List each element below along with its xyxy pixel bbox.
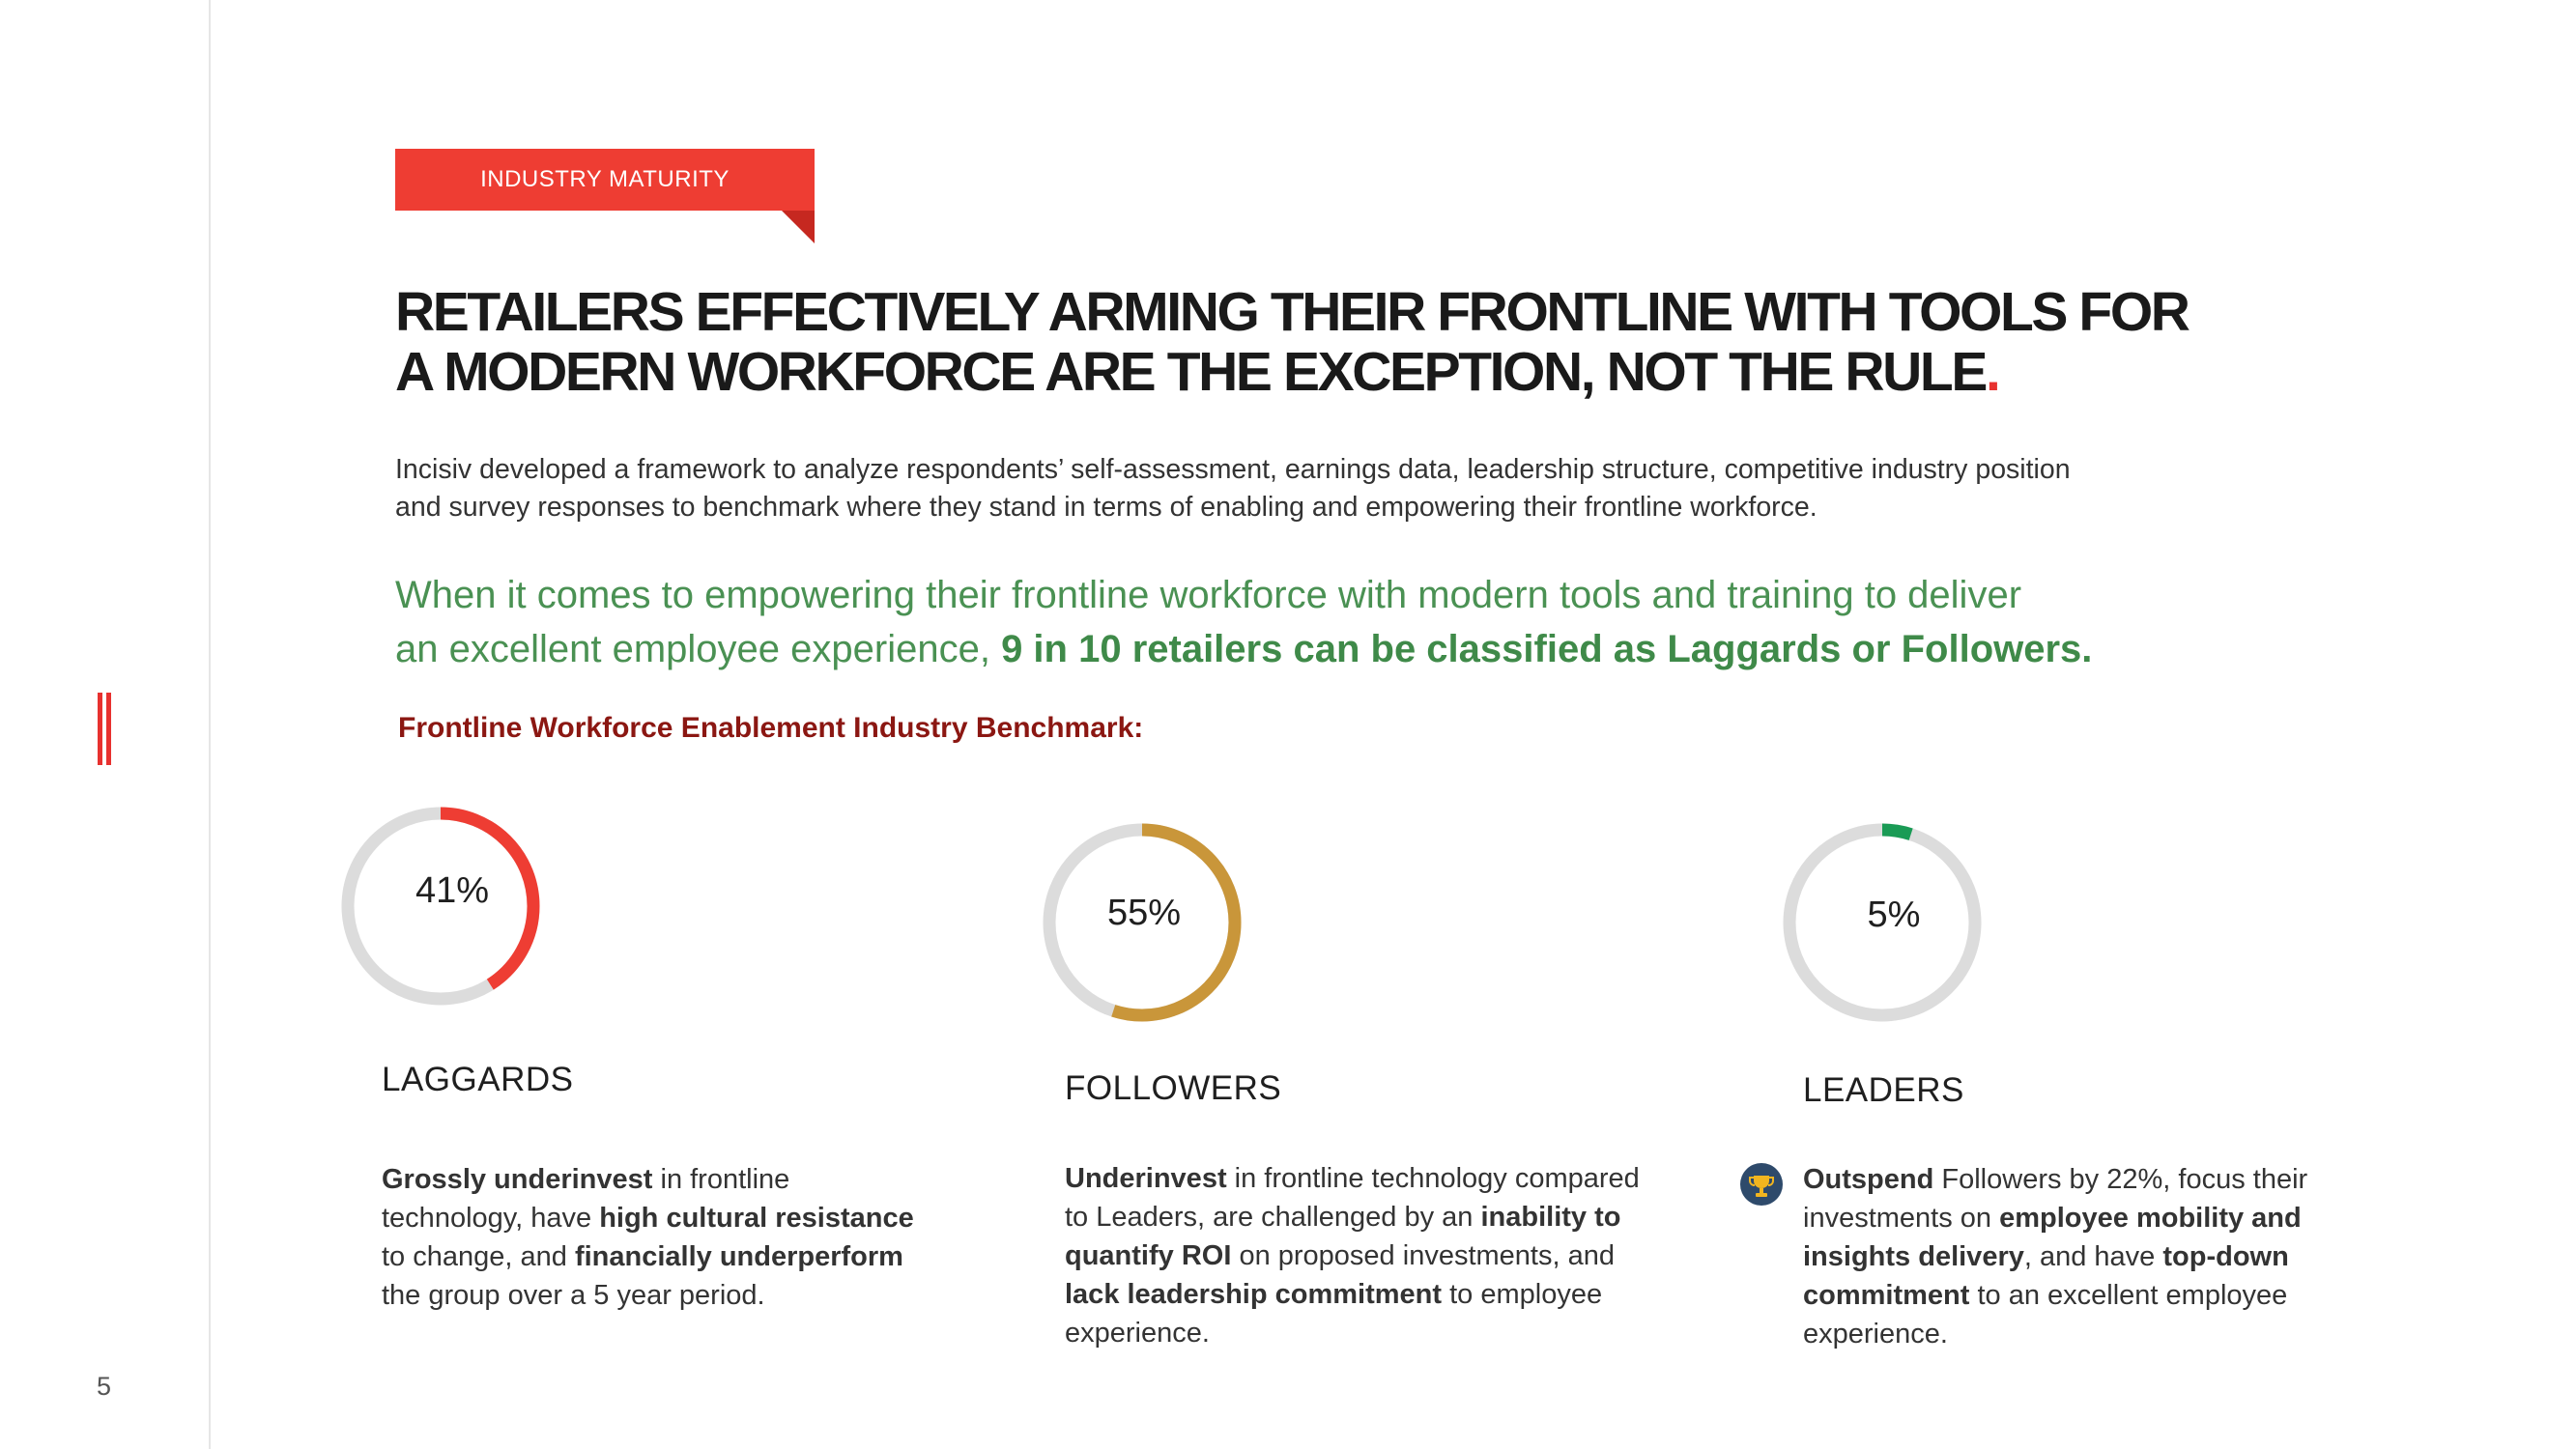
description-text: to change, and: [382, 1241, 575, 1272]
description-emphasis: top-down: [2162, 1241, 2289, 1272]
description-text: in frontline: [652, 1164, 790, 1195]
description-line: [382, 1237, 914, 1276]
page-title-line: [395, 342, 2328, 402]
description-text: experience.: [1803, 1319, 1948, 1350]
description-line: [382, 1160, 914, 1199]
laggards-percent: 41%: [415, 869, 490, 911]
description-emphasis: high cultural resistance: [599, 1203, 914, 1234]
section-tag: INDUSTRY MATURITY: [395, 149, 815, 211]
tag-fold: [782, 211, 815, 243]
page-number: 5: [97, 1372, 112, 1401]
description-emphasis: employee mobility and: [1999, 1203, 2302, 1234]
description-emphasis: financially underperform: [574, 1241, 903, 1272]
laggards-description: [382, 1160, 914, 1315]
description-line: [1065, 1159, 1640, 1198]
description-emphasis: lack leadership commitment: [1065, 1279, 1443, 1310]
description-emphasis: quantify ROI: [1065, 1240, 1232, 1271]
key-finding-text: an excellent employee experience,: [395, 628, 1002, 670]
description-text: Followers by 22%, focus their: [1933, 1164, 2308, 1195]
intro-line: Incisiv developed a framework to analyze respondents’ self-assessment, earnings data, leadership structure, competitive industry position: [395, 454, 2071, 485]
key-finding-emphasis: 9 in 10 retailers can be classified as Laggards or Followers.: [1001, 628, 2093, 670]
title-end-mark: .: [1985, 341, 1999, 403]
page-title-text: A MODERN WORKFORCE ARE THE EXCEPTION, NOT THE RULE: [395, 341, 1986, 403]
description-text: to Leaders, are challenged by an: [1065, 1202, 1481, 1233]
description-line: [1065, 1314, 1640, 1352]
description-text: on proposed investments, and: [1231, 1240, 1615, 1271]
description-text: in frontline technology compared: [1226, 1163, 1640, 1194]
description-line: [1803, 1199, 2307, 1237]
description-text: to employee: [1442, 1279, 1603, 1310]
description-emphasis: Grossly underinvest: [382, 1164, 653, 1195]
description-line: [382, 1199, 914, 1237]
key-finding-line: When it comes to empowering their frontline workforce with modern tools and training to deliver: [395, 574, 2022, 616]
description-line: [382, 1276, 914, 1315]
benchmark-title: Frontline Workforce Enablement Industry Benchmark:: [398, 712, 1144, 744]
key-finding: [395, 568, 2231, 676]
description-emphasis: inability to: [1480, 1202, 1621, 1233]
leaders-donut: [1776, 816, 1989, 1029]
description-line: [1065, 1275, 1640, 1314]
leaders-description: [1803, 1160, 2307, 1353]
laggards-title: LAGGARDS: [382, 1061, 574, 1098]
laggards-donut: [334, 800, 547, 1012]
section-marker-bar: [98, 693, 102, 765]
page-divider-line: [209, 0, 211, 1449]
description-text: technology, have: [382, 1203, 600, 1234]
description-line: [1803, 1315, 2307, 1353]
description-line: [1803, 1237, 2307, 1276]
description-emphasis: insights delivery: [1803, 1241, 2024, 1272]
description-line: [1065, 1236, 1640, 1275]
leaders-title: LEADERS: [1803, 1071, 1964, 1109]
description-text: experience.: [1065, 1318, 1210, 1349]
page-title-line: RETAILERS EFFECTIVELY ARMING THEIR FRONTLINE WITH TOOLS FOR: [395, 281, 2189, 343]
description-text: investments on: [1803, 1203, 2000, 1234]
intro-line: and survey responses to benchmark where they stand in terms of enabling and empowering their frontline workforce.: [395, 492, 1818, 523]
followers-percent: 55%: [1106, 892, 1182, 933]
description-line: [1065, 1198, 1640, 1236]
description-text: to an excellent employee: [1969, 1280, 2288, 1311]
intro-paragraph: [395, 451, 2183, 526]
followers-title: FOLLOWERS: [1065, 1069, 1282, 1107]
page-title: [395, 282, 2328, 402]
followers-donut: [1036, 816, 1248, 1029]
description-line: [1803, 1160, 2307, 1199]
description-emphasis: commitment: [1803, 1280, 1970, 1311]
trophy-icon: [1740, 1163, 1783, 1206]
description-text: the group over a 5 year period.: [382, 1280, 765, 1311]
description-emphasis: Underinvest: [1065, 1163, 1227, 1194]
followers-description: [1065, 1159, 1640, 1352]
key-finding-line: [395, 622, 2231, 676]
leaders-percent: 5%: [1867, 894, 1921, 935]
description-text: , and have: [2023, 1241, 2163, 1272]
description-line: [1803, 1276, 2307, 1315]
description-emphasis: Outspend: [1803, 1164, 1934, 1195]
section-marker-bar: [106, 693, 111, 765]
